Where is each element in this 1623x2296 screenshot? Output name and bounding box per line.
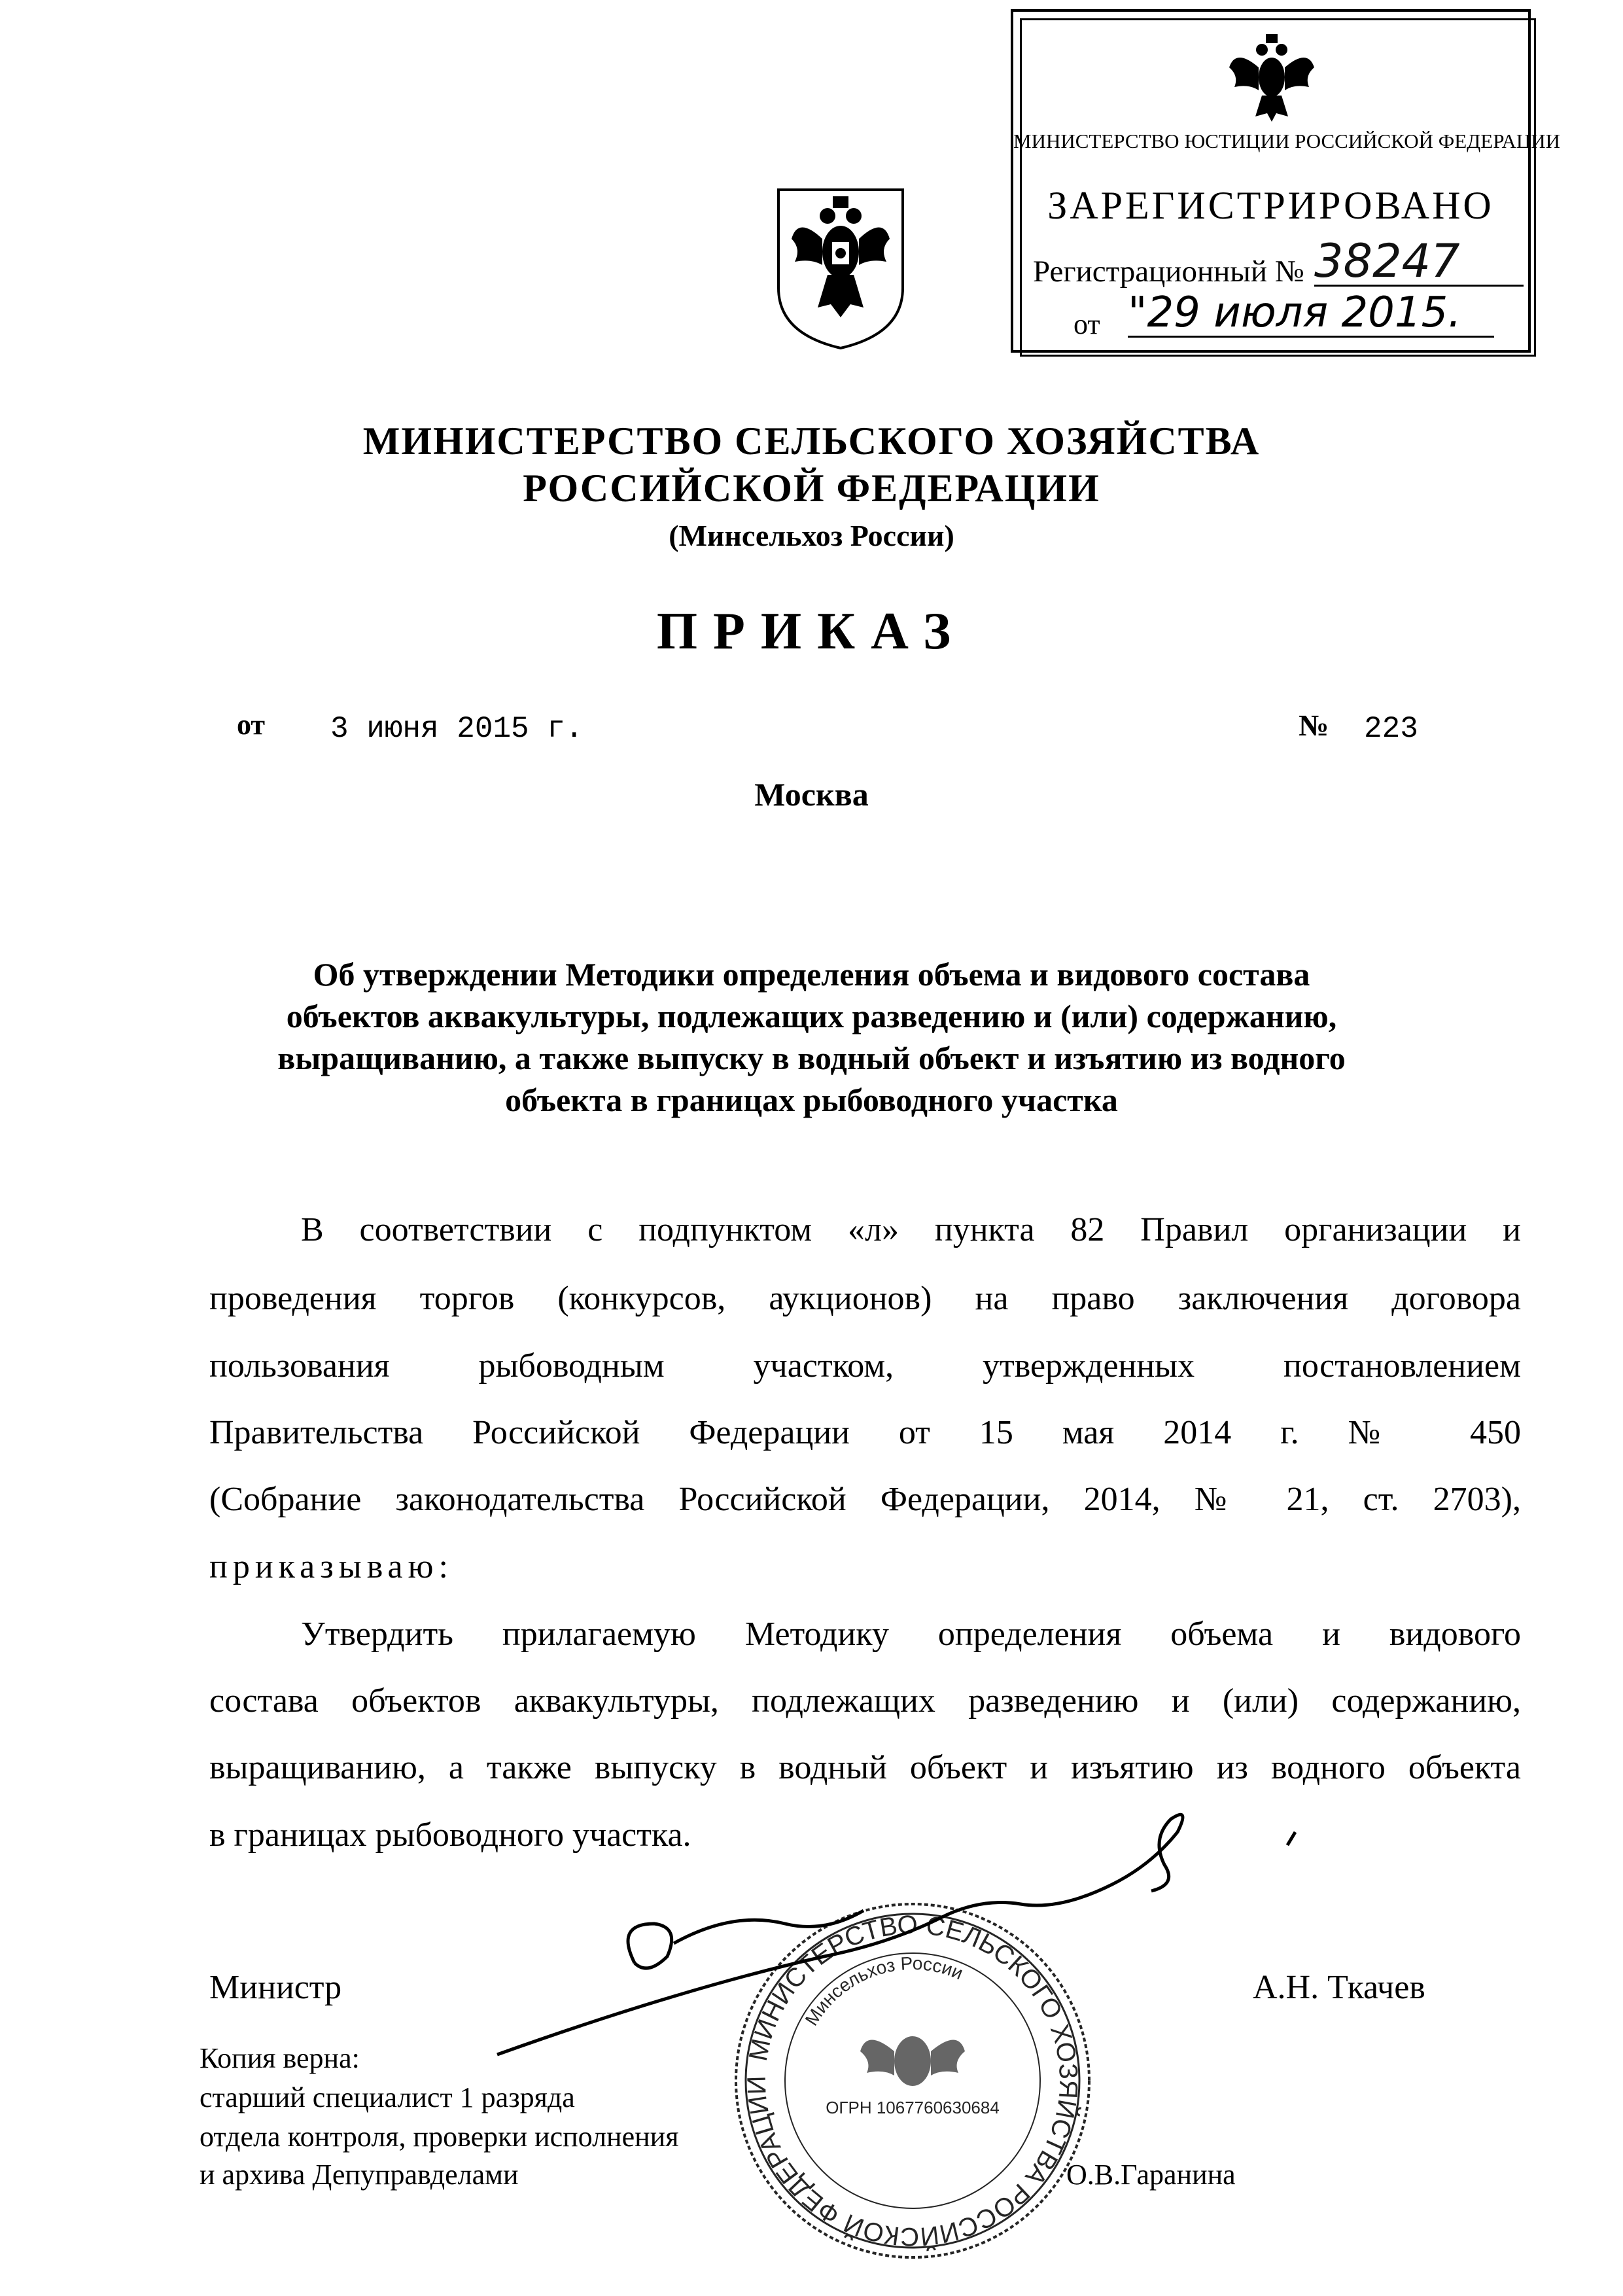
copy-certification-line: и архива Депуправделами	[200, 2159, 519, 2191]
ministry-short-name: (Минсельхоз России)	[669, 519, 954, 552]
stamp-regnum-label: Регистрационный №	[1033, 255, 1304, 289]
document-title-line: Об утверждении Методики определения объема и видового состава	[313, 956, 1310, 993]
body-text-line: в границах рыбоводного участка.	[209, 1816, 691, 1854]
body-text-line: проведения торгов (конкурсов, аукционов) на право заключения договора	[209, 1280, 1521, 1317]
body-text-line: состава объектов аквакультуры, подлежащих разведению и (или) содержанию,	[209, 1682, 1521, 1720]
coat-of-arms-icon	[765, 177, 916, 353]
stamp-ministry-text: МИНИСТЕРСТВО ЮСТИЦИИ РОССИЙСКОЙ ФЕДЕРАЦИИ	[1013, 130, 1561, 152]
order-number: 223	[1364, 712, 1418, 746]
document-title-line: объектов аквакультуры, подлежащих разведению и (или) содержанию,	[286, 998, 1337, 1034]
copy-certification-line: Копия верна:	[200, 2042, 360, 2074]
seal-outer-text: МИНИСТЕРСТВО СЕЛЬСКОГО ХОЗЯЙСТВА РОССИЙСКОЙ ФЕДЕРАЦИИ	[742, 1910, 1083, 2252]
order-date: 3 июня 2015 г.	[330, 712, 584, 746]
body-text-line: В соответствии с подпунктом «л» пункта 82 Правил организации и	[301, 1211, 1521, 1248]
stamp-date-value: "29 июля 2015.	[1128, 290, 1494, 338]
document-type-heading: ПРИКАЗ	[656, 603, 967, 660]
document-title-line: объекта в границах рыбоводного участка	[505, 1082, 1118, 1118]
copy-certification-line: отдела контроля, проверки исполнения	[200, 2121, 679, 2153]
ministry-name-line1: МИНИСТЕРСТВО СЕЛЬСКОГО ХОЗЯЙСТВА	[362, 419, 1261, 463]
seal-inner-text: Минсельхоз России	[801, 1952, 966, 2030]
ministry-name-line2: РОССИЙСКОЙ ФЕДЕРАЦИИ	[523, 467, 1100, 510]
stamp-regnum-value: 38247	[1314, 238, 1524, 287]
signatory-name: А.Н. Ткачев	[1253, 1969, 1425, 2006]
body-text-line: выращиванию, а также выпуску в водный объект и изъятию из водного объекта	[209, 1749, 1521, 1786]
body-text-line-order: приказываю:	[209, 1548, 453, 1585]
date-prefix: от	[237, 709, 266, 741]
copy-certification-line: старший специалист 1 разряда	[200, 2081, 575, 2113]
city: Москва	[754, 776, 869, 813]
document-title-line: выращиванию, а также выпуску в водный объект и изъятию из водного	[277, 1040, 1346, 1076]
seal-ogrn: ОГРН 1067760630684	[826, 2098, 1000, 2117]
body-text-line: Правительства Российской Федерации от 15 мая 2014 г. № 450	[209, 1414, 1521, 1451]
registration-stamp	[1011, 9, 1561, 353]
official-round-seal	[729, 1898, 1096, 2264]
stamp-coat-of-arms-icon	[1210, 25, 1334, 123]
signatory-title: Министр	[209, 1969, 342, 2006]
body-text-line: (Собрание законодательства Российской Федерации, 2014, № 21, ст. 2703),	[209, 1481, 1521, 1518]
number-prefix: №	[1299, 709, 1329, 742]
copy-certifier-name: О.В.Гаранина	[1066, 2159, 1236, 2191]
body-text-line: Утвердить прилагаемую Методику определения объема и видового	[301, 1616, 1521, 1653]
body-text-line: пользования рыбоводным участком, утвержденных постановлением	[209, 1347, 1521, 1385]
stamp-status-text: ЗАРЕГИСТРИРОВАНО	[1047, 184, 1494, 227]
stamp-date-label: от	[1073, 308, 1100, 340]
